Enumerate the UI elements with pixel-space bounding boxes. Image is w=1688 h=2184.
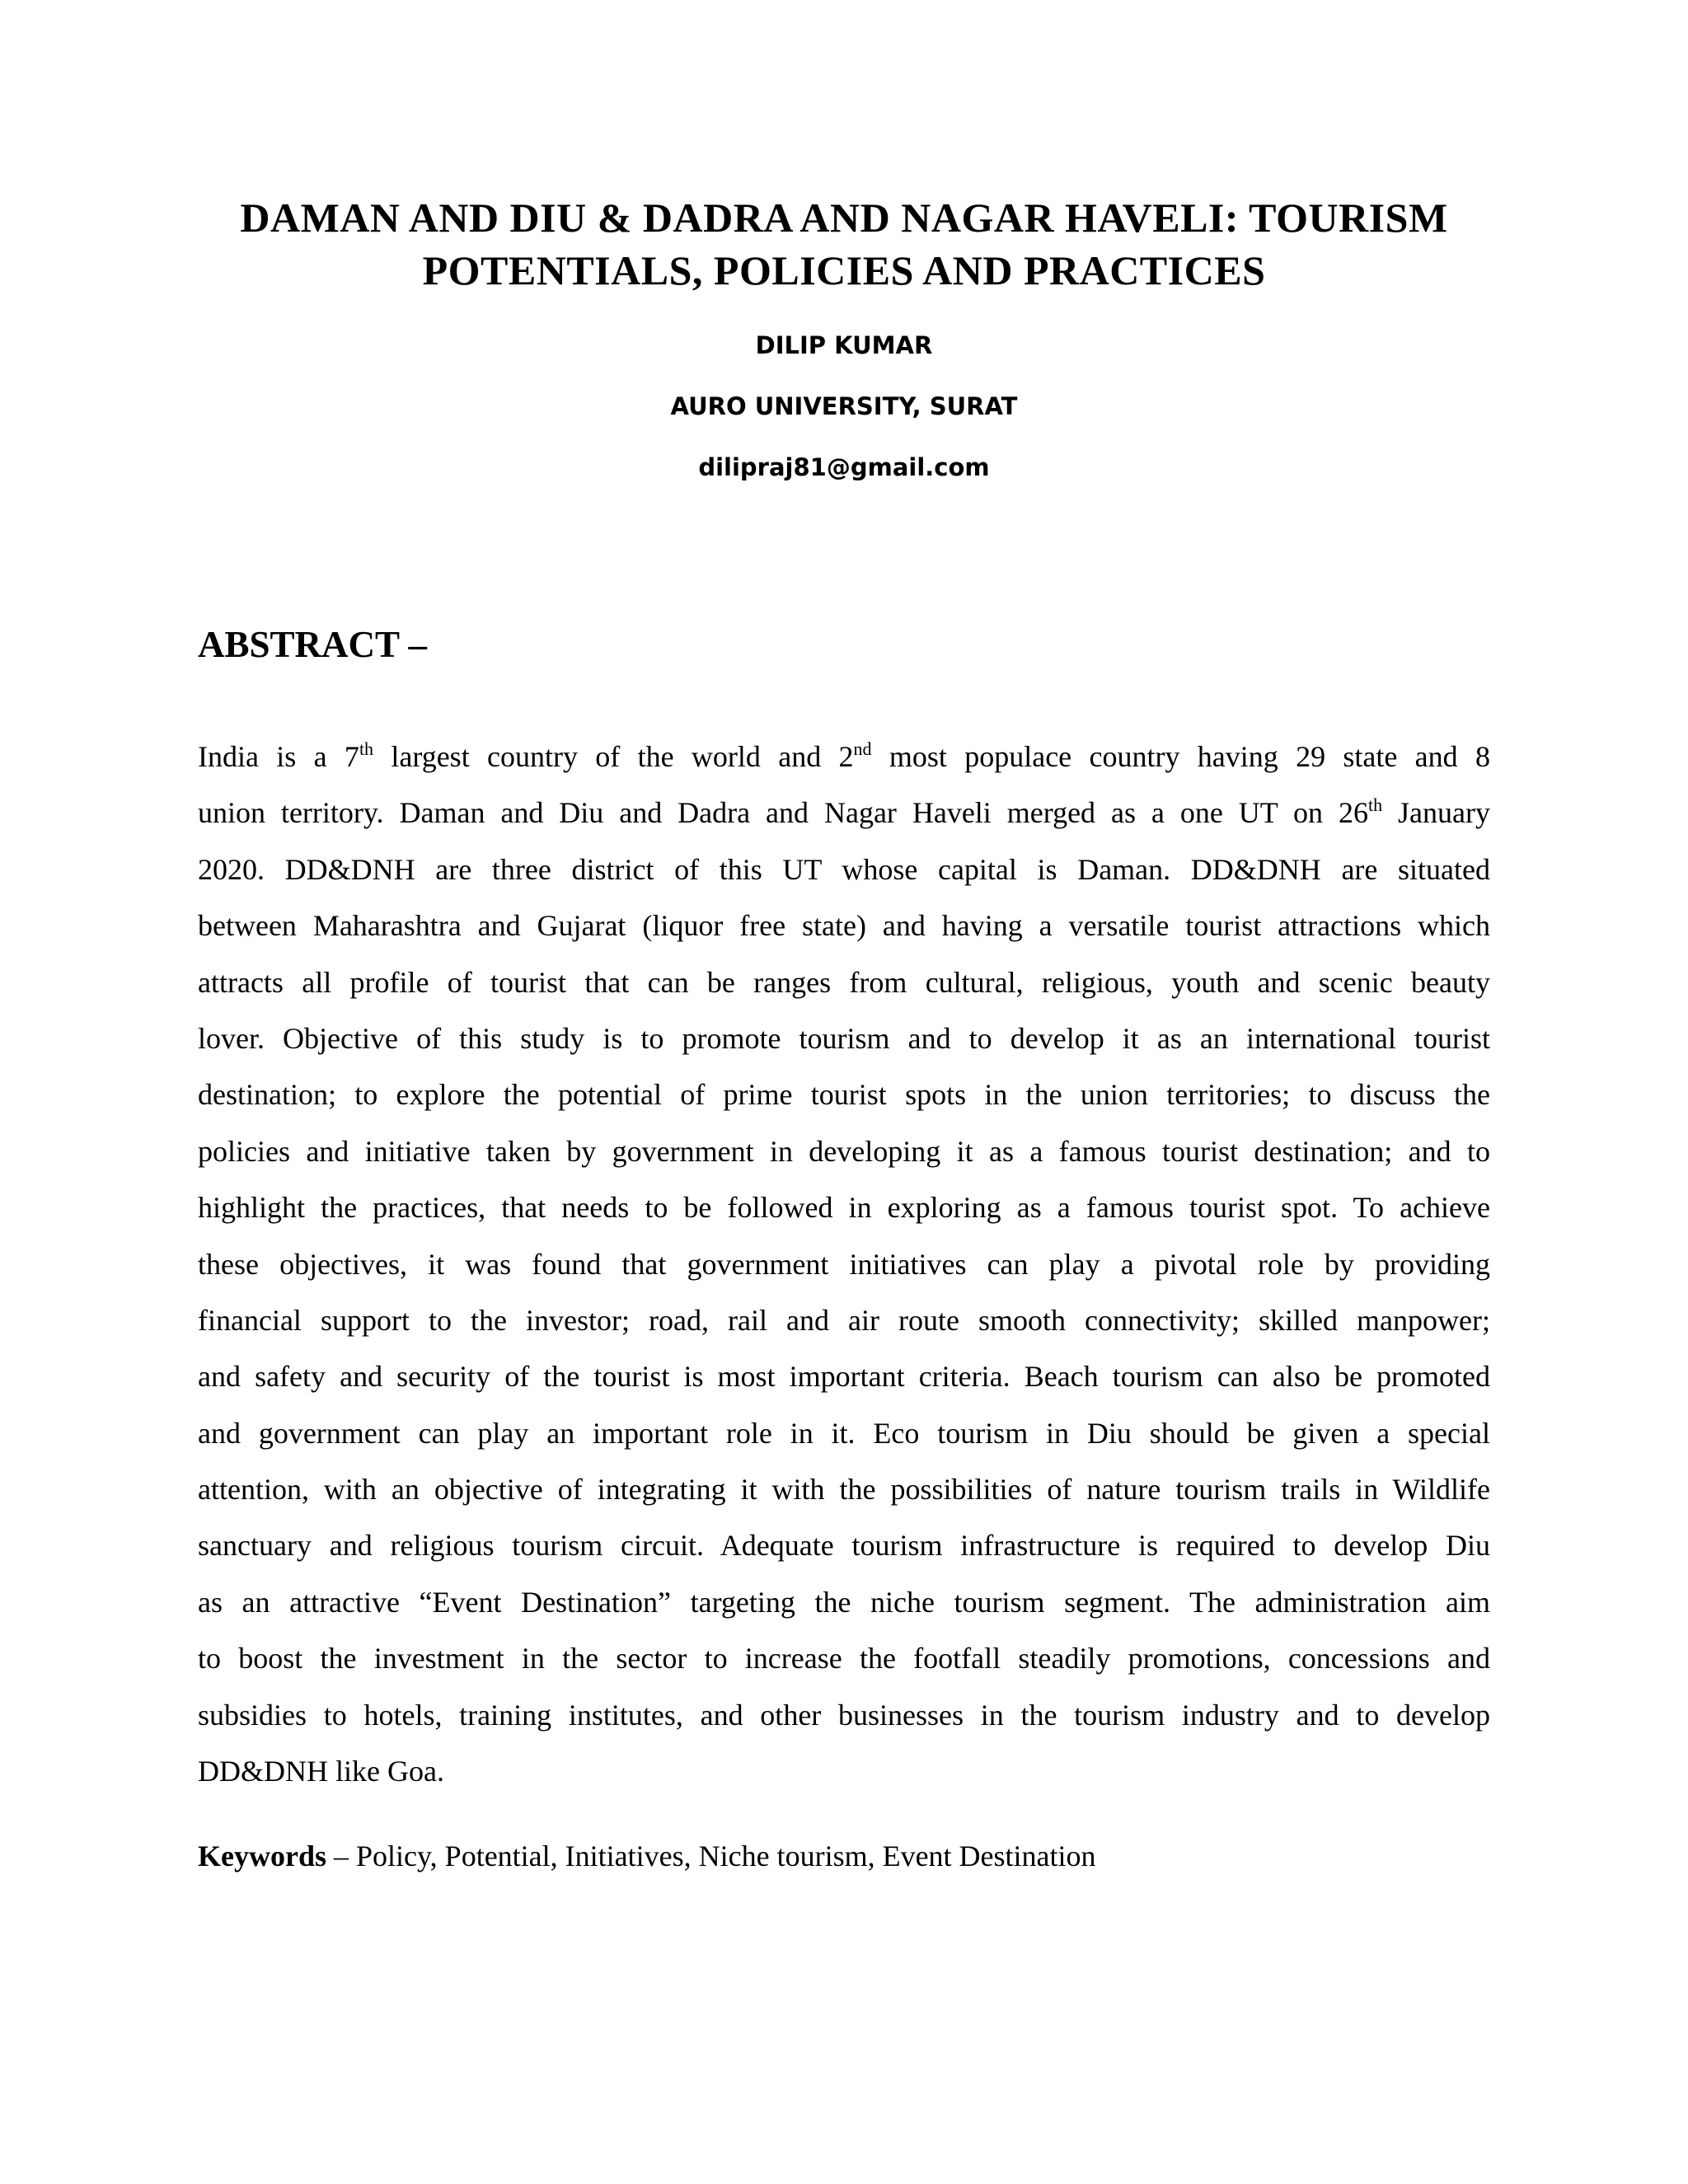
keywords-line [198, 1828, 1490, 1884]
keywords-text: – Policy, Potential, Initiatives, Niche tourism, Event Destination [326, 1840, 1096, 1872]
author-block [165, 323, 1523, 506]
title-line-2: POTENTIALS, POLICIES AND PRACTICES [422, 247, 1266, 293]
author-affiliation: AURO UNIVERSITY, SURAT [670, 392, 1018, 420]
abstract-line: DD&DNH like Goa. [198, 1755, 444, 1788]
abstract-line: policies and initiative taken by government in developing it as a famous tourist destination; and to [198, 1134, 1490, 1168]
abstract-line: India is a 7th largest country of the world and 2nd most populace country having 29 state and 8 [198, 738, 1490, 773]
abstract-line: and safety and security of the tourist is most important criteria. Beach tourism can also be promoted [198, 1360, 1490, 1394]
abstract-line: attracts all profile of tourist that can be ranges from cultural, religious, youth and scenic beauty [198, 965, 1490, 999]
abstract-line: to boost the investment in the sector to increase the footfall steadily promotions, concessions and [198, 1642, 1490, 1675]
abstract-line: union territory. Daman and Diu and Dadra and Nagar Haveli merged as a one UT on 26th January [198, 794, 1490, 830]
abstract-line: between Maharashtra and Gujarat (liquor free state) and having a versatile tourist attractions which [198, 909, 1490, 943]
abstract-line: financial support to the investor; road, rail and air route smooth connectivity; skilled manpower; [198, 1303, 1490, 1337]
author-email: dilipraj81@gmail.com [698, 453, 990, 481]
abstract-line: these objectives, it was found that government initiatives can play a pivotal role by providing [198, 1247, 1490, 1281]
author-name: DILIP KUMAR [755, 331, 933, 359]
paper-title [165, 191, 1523, 297]
abstract-line: as an attractive “Event Destination” targeting the niche tourism segment. The administration aim [198, 1585, 1490, 1619]
abstract-line: destination; to explore the potential of prime tourist spots in the union territories; to discuss the [198, 1078, 1490, 1112]
abstract-line: and government can play an important role in it. Eco tourism in Diu should be given a special [198, 1416, 1490, 1450]
abstract-heading: ABSTRACT – [198, 624, 427, 665]
title-line-1: DAMAN AND DIU & DADRA AND NAGAR HAVELI: TOURISM [240, 194, 1448, 241]
keywords-label: Keywords [198, 1840, 326, 1872]
abstract-line: attention, with an objective of integrating it with the possibilities of nature tourism trails in Wildlife [198, 1473, 1490, 1507]
abstract-line: highlight the practices, that needs to be followed in exploring as a famous tourist spot. To achieve [198, 1191, 1490, 1225]
abstract-line: subsidies to hotels, training institutes, and other businesses in the tourism industry and to develop [198, 1698, 1490, 1732]
abstract-line: lover. Objective of this study is to promote tourism and to develop it as an international tourist [198, 1021, 1490, 1055]
abstract-line: sanctuary and religious tourism circuit. Adequate tourism infrastructure is required to develop Diu [198, 1529, 1490, 1563]
abstract-line: 2020. DD&DNH are three district of this UT whose capital is Daman. DD&DNH are situated [198, 852, 1490, 886]
abstract-body [198, 729, 1490, 1799]
